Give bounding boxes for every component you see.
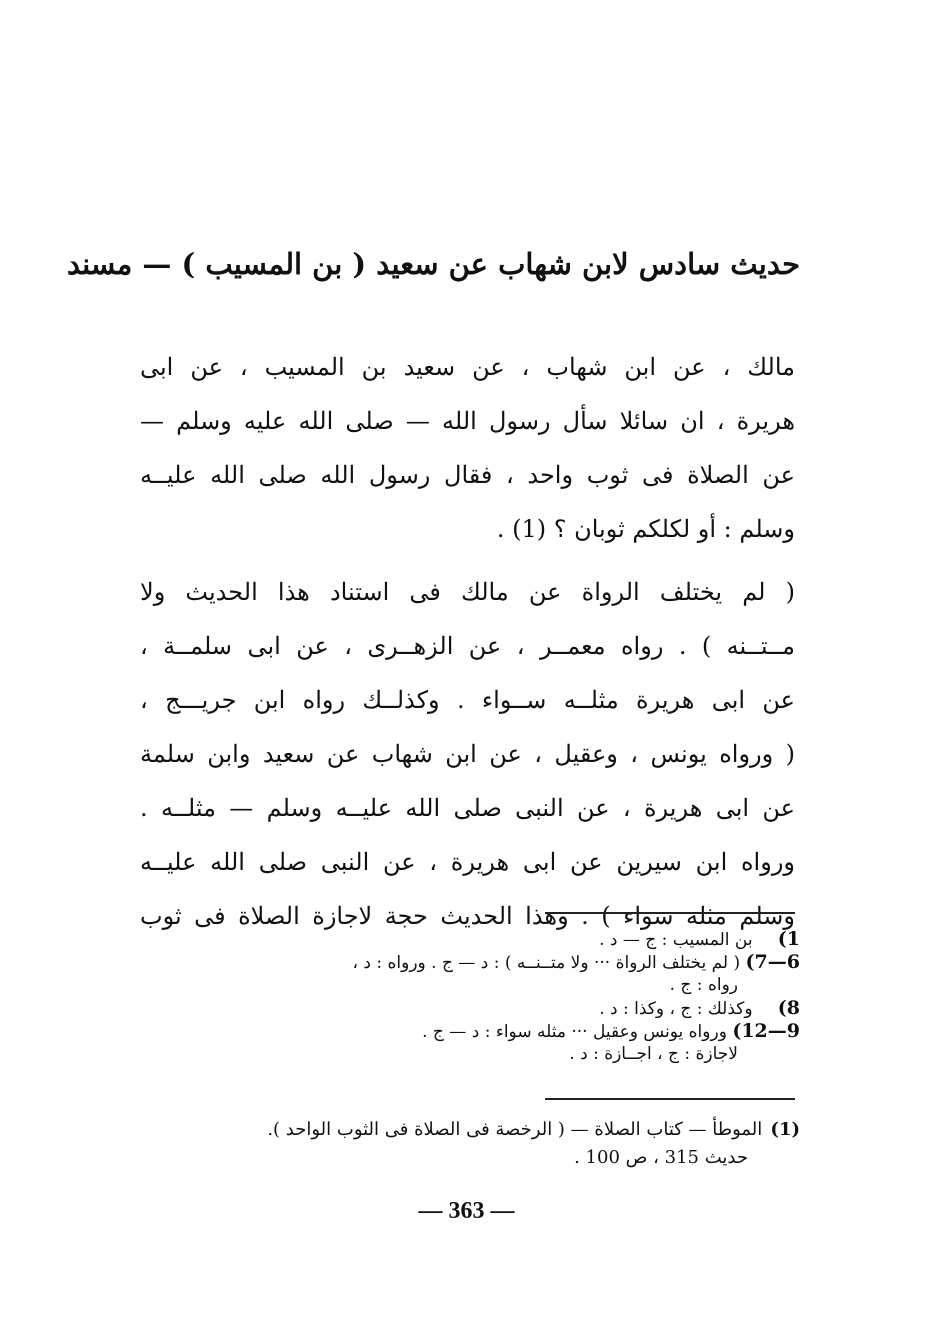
text-line: مــتــنه ) . رواه معمــر ، عن الزهــرى ، عن ابى سلمــة ،	[140, 632, 795, 660]
footnote-text: ( لم يختلف الرواة ··· ولا متــنــه ) : د — ج . ورواه : د ،	[352, 953, 741, 973]
footnote-number: 9—12)	[732, 1020, 800, 1042]
footnote-divider	[545, 912, 795, 914]
footnote-number: 8)	[777, 997, 800, 1019]
footnote-text: الموطأ — كتاب الصلاة — ( الرخصة فى الصلاة فى الثوب الواحد ).	[267, 1119, 763, 1140]
footnote-line	[140, 951, 800, 974]
footnote-line	[140, 1144, 800, 1172]
footnote-line	[140, 1043, 800, 1066]
text-line: عن الصلاة فى ثوب واحد ، فقال رسول الله صلى الله عليــه	[140, 461, 795, 489]
footnote-text: رواه : ج .	[669, 975, 738, 995]
text-line: وسلم مثله سواء ) . وهذا الحديث حجة لاجازة الصلاة فى ثوب	[140, 902, 795, 930]
commentary-text	[140, 565, 795, 943]
text-line: هريرة ، ان سائلا سأل رسول الله — صلى الله عليه وسلم —	[140, 407, 795, 435]
footnote-number: 1)	[777, 928, 800, 950]
text-line: عن ابى هريرة مثلــه ســواء . وكذلــك رواه ابن جريـــج ،	[140, 686, 795, 714]
footnote-text: حديث 315 ، ص 100 .	[574, 1147, 748, 1168]
page-number: — 363 —	[418, 1198, 515, 1224]
source-footnotes	[140, 1116, 800, 1172]
text-line: مالك ، عن ابن شهاب ، عن سعيد بن المسيب ، عن ابى	[140, 353, 795, 381]
footnote-line	[140, 1020, 800, 1043]
footnote-line	[140, 928, 800, 951]
text-line: وسلم : أو لكلكم ثوبان ؟ (1) .	[496, 515, 795, 543]
source-divider	[545, 1098, 795, 1100]
hadith-heading: حديث سادس لابن شهاب عن سعيد ( بن المسيب ) — مسند	[66, 247, 800, 281]
text-line: عن ابى هريرة ، عن النبى صلى الله عليــه وسلم — مثلــه .	[140, 794, 795, 822]
footnote-line	[140, 1116, 800, 1144]
footnote-line	[140, 974, 800, 997]
text-line: ( ورواه يونس ، وعقيل ، عن ابن شهاب عن سعيد وابن سلمة	[140, 740, 795, 768]
footnote-text: بن المسيب : ج — د .	[599, 930, 753, 950]
hadith-text	[140, 340, 795, 556]
text-line: ( لم يختلف الرواة عن مالك فى استناد هذا الحديث ولا	[140, 578, 795, 606]
footnote-line	[140, 997, 800, 1020]
footnote-text: لاجازة : ج ، اجــازة : د .	[569, 1044, 738, 1064]
footnote-text: ورواه يونس وعقيل ··· مثله سواء : د — ج .	[422, 1022, 727, 1042]
variant-footnotes	[140, 928, 800, 1066]
footnote-text: وكذلك : ج ، وكذا : د .	[599, 999, 753, 1019]
text-line: ورواه ابن سيرين عن ابى هريرة ، عن النبى صلى الله عليــه	[140, 848, 795, 876]
footnote-number: 6—7)	[745, 951, 800, 973]
footnote-number: (1)	[770, 1119, 800, 1140]
